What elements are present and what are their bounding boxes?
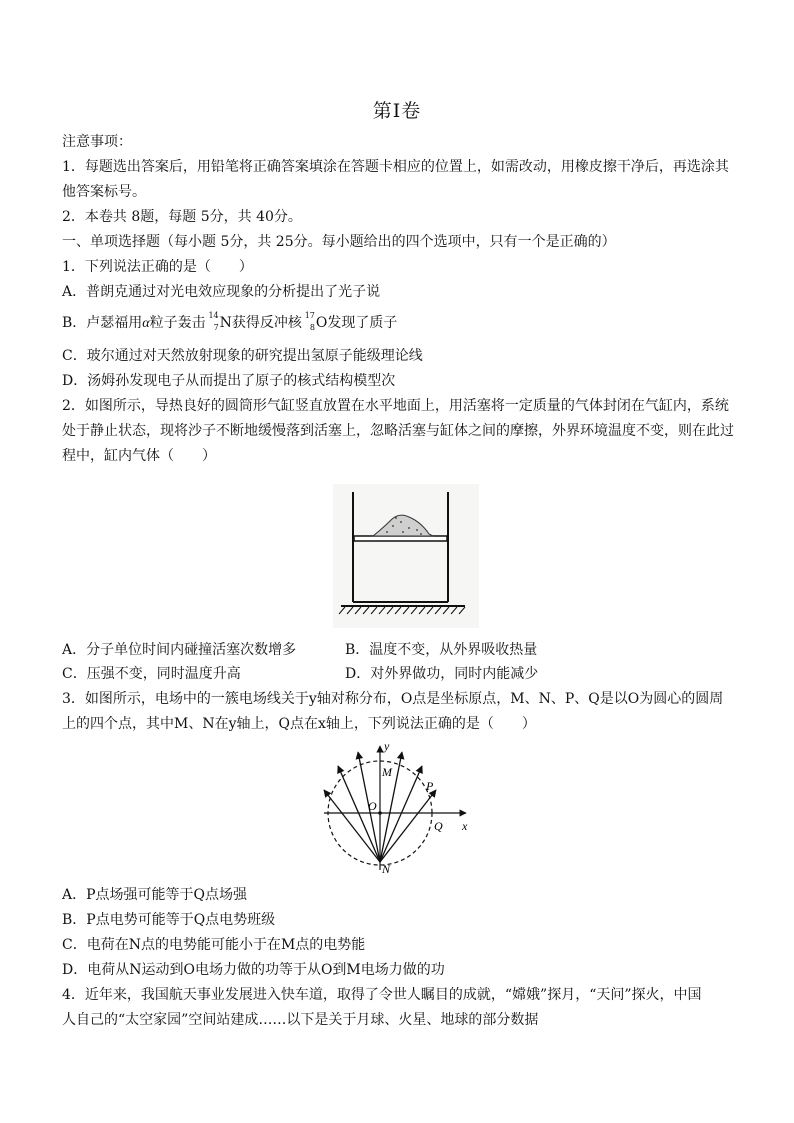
q1-option-a: A．普朗克通过对光电效应现象的分析提出了光子说: [62, 284, 381, 300]
field-line-2: [338, 766, 380, 862]
q1-stem: 1．下列说法正确的是（ ）: [62, 259, 253, 275]
n-mass-number: 14: [208, 311, 219, 320]
q2-option-d: D．对外界做功，同时内能减少: [345, 666, 539, 682]
q2-stem-1: 2．如图所示，导热良好的圆筒形气缸竖直放置在水平地面上，用活塞将一定质量的气体封闭在气缸内，系统: [62, 398, 729, 414]
oxygen-isotope-index: [302, 313, 316, 333]
q3-stem-1: 3．如图所示，电场中的一簇电场线关于y轴对称分布，O点是坐标原点，M、N、P、Q是以O为圆心的圆周: [62, 691, 724, 707]
q1-b-pre: B．卢瑟福用: [62, 315, 143, 331]
notice-item-2: 2．本卷共 8题，每题 5分，共 40分。: [62, 209, 302, 225]
n-atomic-number: 7: [213, 323, 219, 332]
nitrogen-isotope-index: [206, 313, 220, 333]
q1-option-b: [62, 313, 397, 334]
q4-stem-1: 4．近年来，我国航天事业发展进入快车道，取得了令世人瞩目的成就，“嫦娥”探月，“天问”探火，中国: [62, 987, 702, 1003]
part1-heading: 一、单项选择题（每小题 5分，共 25分。每小题给出的四个选项中，只有一个是正确的）: [62, 234, 616, 250]
q2-stem-2: 处于静止状态，现将沙子不断地缓慢落到活塞上，忽略活塞与缸体之间的摩擦，外界环境温度不变，则在此过: [62, 423, 734, 439]
q1-option-c: C．玻尔通过对天然放射现象的研究提出氢原子能级理论线: [62, 348, 423, 364]
point-p-label: P: [426, 779, 434, 793]
q2-stem-3: 程中，缸内气体（ ）: [62, 448, 216, 464]
piston: [354, 536, 447, 541]
origin-point: [378, 811, 382, 815]
o-atomic-number: 8: [309, 323, 315, 332]
point-q-label: Q: [434, 819, 443, 833]
x-axis-label: x: [462, 819, 468, 833]
q3-stem-2: 上的四个点，其中M、N在y轴上，Q点在x轴上，下列说法正确的是（ ）: [62, 716, 536, 732]
notice-item-1-cont: 他答案标号。: [62, 184, 146, 200]
point-m-label: M: [382, 765, 392, 779]
q1-b-mid1: 粒子轰击: [149, 315, 206, 331]
q3-option-d: D．电荷从N运动到O电场力做的功等于从O到M电场力做的功: [62, 962, 445, 978]
cylinder-piston-figure: [333, 484, 479, 628]
point-o-label: O: [368, 799, 377, 813]
q1-b-post: O发现了质子: [315, 315, 398, 331]
field-line-6: [380, 790, 436, 862]
electric-field-figure: [318, 738, 476, 878]
alpha-symbol: α: [142, 316, 150, 331]
field-line-5: [380, 766, 422, 862]
q3-option-c: C．电荷在N点的电势能可能小于在M点的电势能: [62, 937, 366, 953]
q4-stem-2: 人自己的“太空家园”空间站建成……以下是关于月球、火星、地球的部分数据: [62, 1012, 539, 1028]
q1-b-mid2: N获得反冲核: [219, 315, 302, 331]
q2-option-c: C．压强不变，同时温度升高: [62, 666, 241, 682]
q3-option-b: B．P点电势可能等于Q点电势班级: [62, 912, 276, 928]
o-mass-number: 17: [304, 311, 315, 320]
notice-item-1: 1．每题选出答案后，用铅笔将正确答案填涂在答题卡相应的位置上，如需改动，用橡皮擦干净后，再选涂其: [62, 159, 729, 175]
q1-option-d: D．汤姆孙发现电子从而提出了原子的核式结构模型次: [62, 373, 396, 389]
q2-option-a: A．分子单位时间内碰撞活塞次数增多: [62, 642, 297, 658]
point-n-label: N: [382, 862, 391, 876]
q3-option-a: A．P点场强可能等于Q点场强: [62, 887, 248, 903]
section-title: 第Ⅰ卷: [372, 100, 422, 122]
y-axis-label: y: [384, 739, 390, 753]
notice-heading: 注意事项：: [62, 134, 132, 150]
q2-option-b: B．温度不变，从外界吸收热量: [345, 642, 538, 658]
